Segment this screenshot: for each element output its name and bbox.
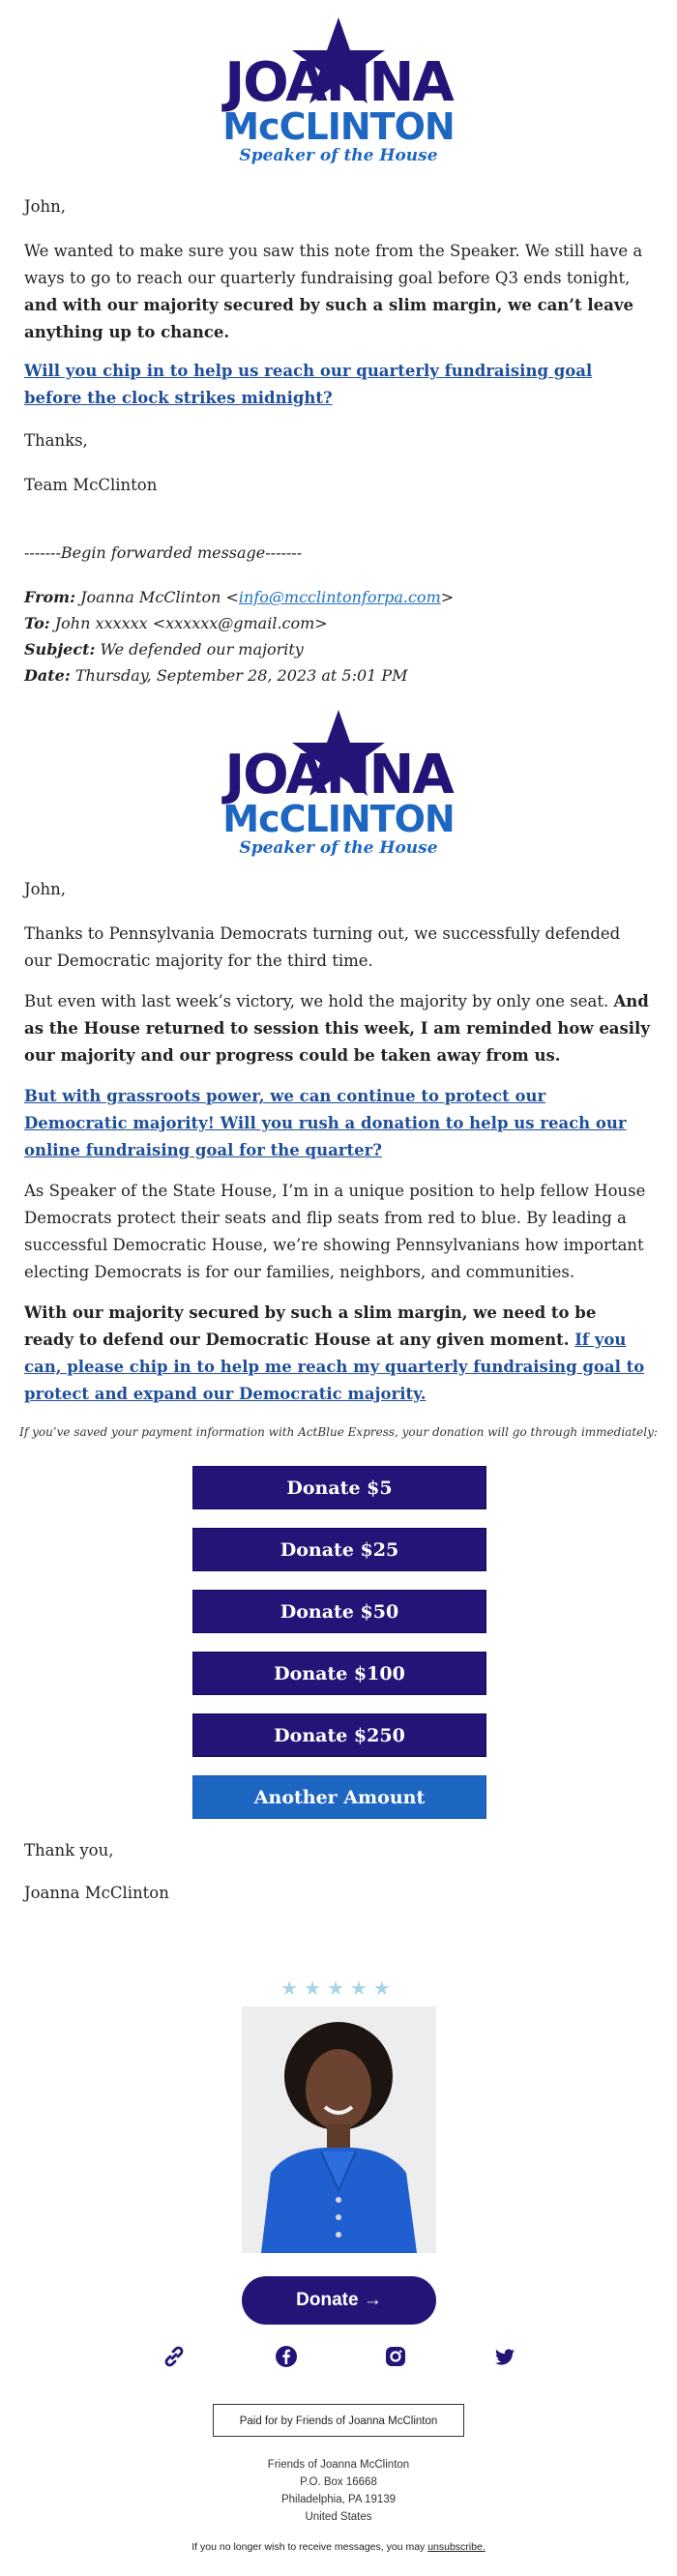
donate-100-button[interactable]: Donate $100 [192, 1652, 486, 1695]
logo-name-bottom: McCLINTON [222, 105, 455, 148]
forward-divider: -------Begin forwarded message------- [24, 543, 303, 562]
donate-25-button[interactable]: Donate $25 [192, 1528, 486, 1571]
donate-pill-button[interactable]: Donate → [242, 2276, 436, 2325]
message-paragraph-1: Thanks to Pennsylvania Democrats turning out, we successfully defended our Democratic majority for the third time. [24, 924, 621, 970]
closing: Thank you, [24, 1841, 114, 1859]
address-line-2: P.O. Box 16668 [300, 2476, 377, 2488]
donate-5-button[interactable]: Donate $5 [192, 1466, 486, 1509]
rush-donation-link[interactable]: But with grassroots power, we can continue to protect our Democratic majority! Will you rush a donation to help us reach our online fundraising goal for the quarter? [24, 1087, 627, 1159]
link-icon[interactable] [162, 2344, 187, 2369]
actblue-note: If you’ve saved your payment information with ActBlue Express, your donation will go through immediately: [19, 1425, 658, 1439]
campaign-logo-2 [0, 706, 677, 861]
donate-50-button[interactable]: Donate $50 [192, 1590, 486, 1633]
facebook-icon[interactable] [274, 2344, 299, 2369]
forward-date: Date: Thursday, September 28, 2023 at 5:01 PM [24, 666, 408, 685]
forward-subject: Subject: We defended our majority [24, 640, 304, 659]
forward-to: To: John xxxxxx <xxxxxx@gmail.com> [24, 614, 328, 632]
instagram-icon[interactable] [383, 2344, 408, 2369]
message-paragraph-4: With our majority secured by such a slim margin, we need to be ready to defend our Democratic House at any given moment. If you can, please chip in to help me reach my quarterly fundraising goal to protect and expand our Democratic majority. [24, 1303, 645, 1403]
unsubscribe-line: If you no longer wish to receive messages, you may unsubscribe. [191, 2541, 486, 2553]
intro-paragraph: We wanted to make sure you saw this note from the Speaker. We still have a ways to go to reach our quarterly fundraising goal before Q3 ends tonight, and with our majority secured by such a slim margin, we can’t leave anything up to chance. [24, 242, 643, 341]
message-paragraph-3: As Speaker of the State House, I’m in a unique position to help fellow House Democrats protect their seats and flip seats from red to blue. By leading a successful Democratic House, we’re showing Pennsylvanians how important electing Democrats is for our families, neighbors, and communities. [24, 1182, 646, 1281]
address-line-4: United States [305, 2511, 372, 2523]
logo-tagline: Speaker of the House [239, 838, 438, 858]
address-line-3: Philadelphia, PA 19139 [280, 2494, 397, 2505]
star-rating-decoration: ★★★★★ [280, 1976, 397, 2000]
another-amount-button[interactable]: Another Amount [192, 1775, 486, 1819]
intro-thanks: Thanks, [24, 431, 88, 450]
from-email-link[interactable]: info@mcclintonforpa.com [238, 588, 441, 606]
signature: Joanna McClinton [24, 1884, 169, 1902]
intro-signoff: Team McClinton [24, 476, 158, 494]
message-paragraph-2: But even with last week’s victory, we hold the majority by only one seat. And as the House returned to session this week, I am reminded how easily our majority and our progress could be taken away from us. [24, 992, 650, 1065]
logo-name-bottom: McCLINTON [222, 798, 455, 840]
intro-greeting: John, [24, 197, 67, 216]
candidate-photo [242, 2006, 436, 2253]
chip-in-link[interactable]: Will you chip in to help us reach our quarterly fundraising goal before the clock strikes midnight? [24, 362, 593, 407]
address-line-1: Friends of Joanna McClinton [267, 2459, 410, 2471]
logo-name-top: JOANNA [224, 744, 453, 806]
donate-250-button[interactable]: Donate $250 [192, 1713, 486, 1757]
chip-in-expand-link[interactable]: If you can, please chip in to help me reach my quarterly fundraising goal to protect and expand our Democratic majority. [24, 1331, 645, 1403]
message-link-paragraph [24, 1083, 651, 1164]
message-greeting: John, [24, 880, 67, 898]
intro-paragraph-link [24, 358, 651, 412]
campaign-logo [0, 14, 677, 168]
forward-from: From: Joanna McClinton <info@mcclintonforpa.com> [24, 588, 455, 606]
paid-for-box: Paid for by Friends of Joanna McClinton [213, 2404, 464, 2437]
logo-tagline: Speaker of the House [239, 146, 438, 165]
logo-name-top: JOANNA [224, 51, 453, 114]
twitter-icon[interactable] [492, 2344, 517, 2369]
unsubscribe-link[interactable]: unsubscribe. [427, 2541, 486, 2553]
